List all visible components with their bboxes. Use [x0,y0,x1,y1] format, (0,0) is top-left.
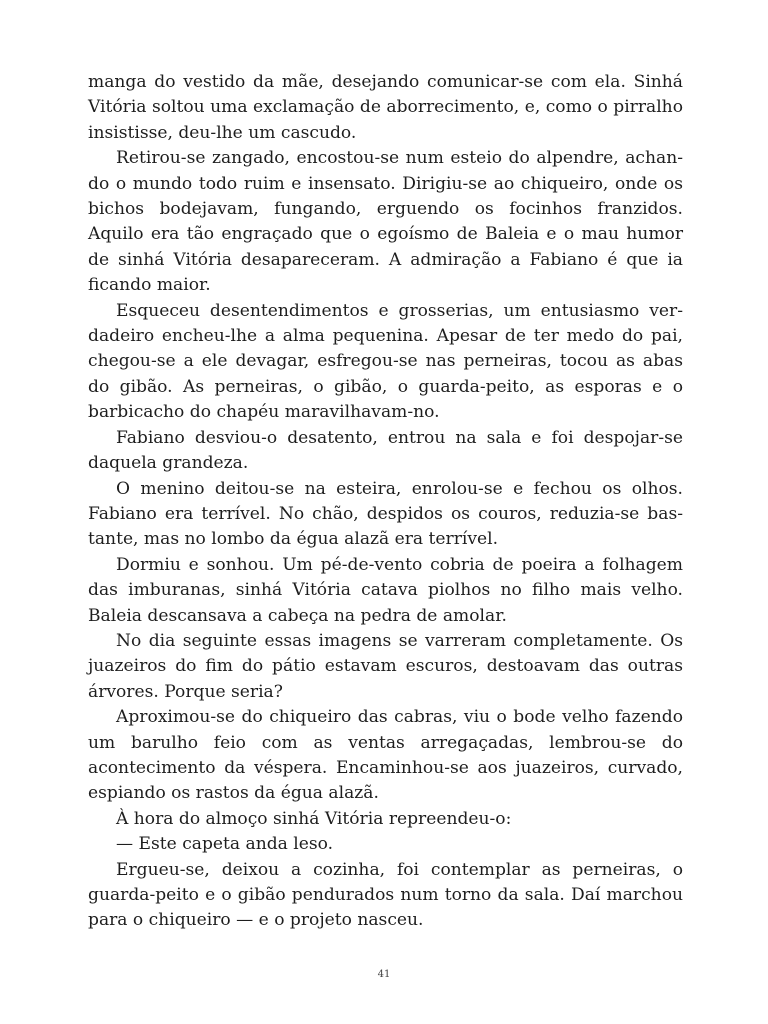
paragraph-8: Aproximou-se do chiqueiro das cabras, viu o bode velho fazendo um barulho feio com as ventas arregaçadas, lembrou-se do acontecimento da véspera. Encaminhou-se aos juazeiros, curvado, espiando os rastos da égua alazã. [88,707,683,804]
paragraph-1: manga do vestido da mãe, desejando comunicar-se com ela. Sinhá Vitória soltou uma exclamação de aborrecimento, e, como o pirralho insistisse, deu-lhe um cascudo. [88,72,683,143]
dialogue-line: — Este capeta anda leso. [116,834,334,855]
body-text [88,70,683,934]
paragraph-5: O menino deitou-se na esteira, enrolou-se e fechou os olhos. Fabiano era terrível. No chão, despidos os couros, reduzia-se bastante, mas no lombo da égua alazã era terrível. [88,478,683,550]
paragraph-3: Esqueceu desentendimentos e grosserias, um entusiasmo verdadeiro encheu-lhe a alma pequenina. Apesar de ter medo do pai, chegou-se a ele devagar, esfregou-se nas perneiras, tocou as abas do gibão. As perneiras, o gibão, o guarda-peito, as esporas e o barbicacho do chapéu maravilhavam-no. [88,300,683,423]
page-number: 41 [377,969,391,980]
paragraph-2: Retirou-se zangado, encostou-se num esteio do alpendre, achando o mundo todo ruim e insensato. Dirigiu-se ao chiqueiro, onde os bichos bodejavam, fungando, erguendo os focinhos franzidos. Aquilo era tão engraçado que o egoísmo de Baleia e o mau humor de sinhá Vitória desapareceram. A admiração a Fabiano é que ia ficando maior. [88,148,683,296]
paragraph-4: Fabiano desviou-o desatento, entrou na sala e foi despojar-se daquela grandeza. [88,427,683,474]
paragraph-11: Ergueu-se, deixou a cozinha, foi contemplar as perneiras, o guarda-peito e o gibão pendurados num torno da sala. Daí marchou para o chiqueiro — e o projeto nasceu. [88,859,683,931]
paragraph-6: Dormiu e sonhou. Um pé-de-vento cobria de poeira a folhagem das imburanas, sinhá Vitória catava piolhos no filho mais velho. Baleia descansava a cabeça na pedra de amolar. [88,554,683,626]
paragraph-7: No dia seguinte essas imagens se varreram completamente. Os juazeiros do fim do pátio estavam escuros, destoavam das outras árvores. Porque seria? [88,630,683,702]
paragraph-9: À hora do almoço sinhá Vitória repreendeu-o: [116,808,512,829]
